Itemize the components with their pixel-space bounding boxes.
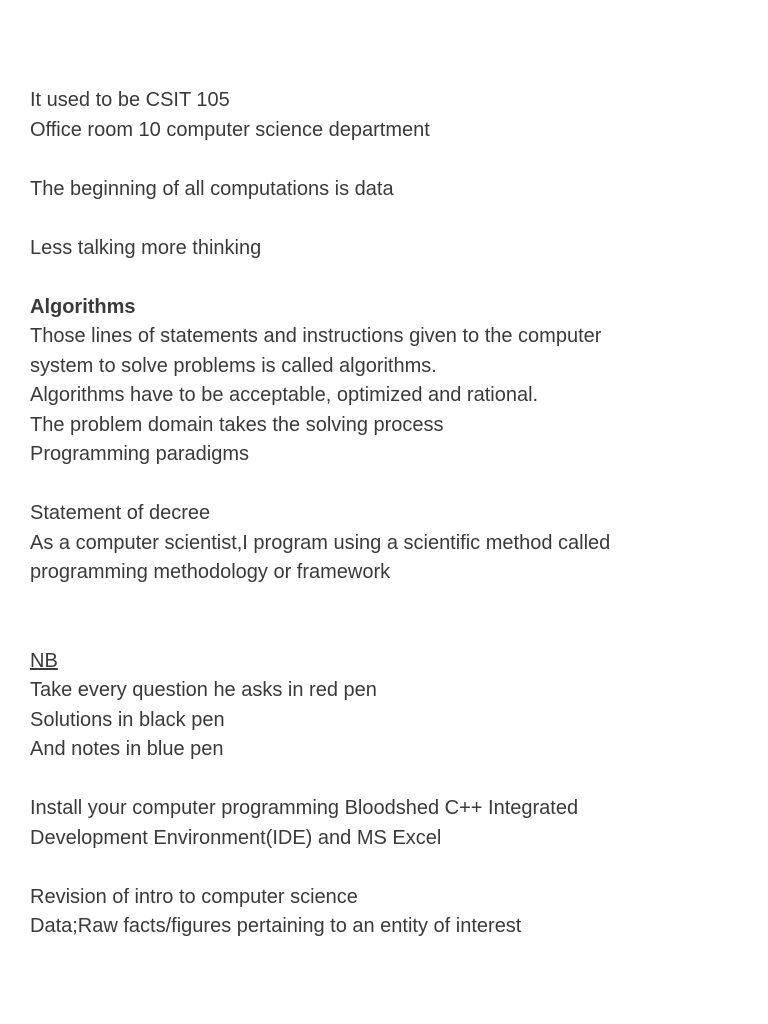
revision-line-1: Revision of intro to computer science	[30, 885, 358, 908]
blank-line	[30, 853, 730, 883]
algorithms-line-2: system to solve problems is called algorithms.	[30, 354, 437, 377]
blank-line	[30, 145, 730, 175]
blank-line	[30, 470, 730, 500]
algorithms-line-4: The problem domain takes the solving process	[30, 413, 444, 436]
blank-line	[30, 765, 730, 795]
install-line-2: Development Environment(IDE) and MS Excel	[30, 826, 442, 849]
blank-lines	[30, 588, 730, 647]
blank-line	[30, 263, 730, 293]
revision-line-2: Data;Raw facts/figures pertaining to an entity of interest	[30, 915, 522, 937]
note-data-quote: The beginning of all computations is data	[30, 177, 394, 200]
nb-line-2: Solutions in black pen	[30, 708, 225, 731]
note-intro-line-2: Office room 10 computer science department	[30, 118, 430, 141]
note-intro-line-1: It used to be CSIT 105	[30, 89, 230, 111]
note-body	[30, 86, 730, 942]
decree-heading: Statement of decree	[30, 502, 211, 524]
algorithms-line-3: Algorithms have to be acceptable, optimized and rational.	[30, 384, 539, 406]
nb-heading: NB	[30, 649, 58, 672]
decree-line-1: As a computer scientist,I program using a scientific method called	[30, 531, 611, 554]
algorithms-line-5: Programming paradigms	[30, 443, 249, 465]
algorithms-heading: Algorithms	[30, 295, 136, 318]
decree-line-2: programming methodology or framework	[30, 561, 391, 583]
nb-line-3: And notes in blue pen	[30, 738, 224, 760]
note-motto: Less talking more thinking	[30, 236, 262, 259]
blank-line	[30, 204, 730, 234]
install-line-1: Install your computer programming Bloodshed C++ Integrated	[30, 797, 579, 819]
algorithms-line-1: Those lines of statements and instructions given to the computer	[30, 325, 602, 347]
nb-line-1: Take every question he asks in red pen	[30, 679, 377, 701]
